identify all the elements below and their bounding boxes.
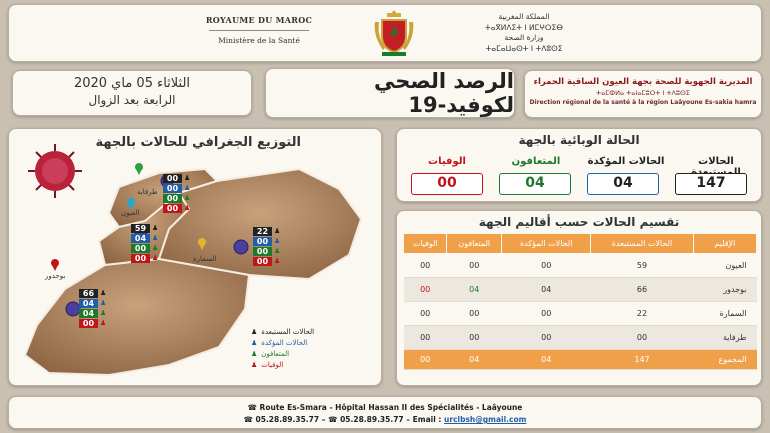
region-counter-tarfaya bbox=[163, 174, 190, 213]
report-date bbox=[12, 70, 252, 116]
person-icon: ♟ bbox=[251, 339, 258, 347]
coronavirus-icon bbox=[28, 144, 82, 198]
regional-direction bbox=[524, 70, 762, 118]
col-header: الإقليم bbox=[693, 234, 756, 254]
moroccan-coat-of-arms-icon bbox=[372, 8, 416, 58]
ministry-title-fr: Ministère de la Santé bbox=[218, 36, 300, 45]
table-row bbox=[404, 254, 757, 278]
excluded-count: 00 bbox=[163, 174, 182, 183]
excluded-count: 22 bbox=[253, 227, 272, 236]
footer-address: Route Es-Smara - Hôpital Hassan II des Spécialités - Laâyoune bbox=[259, 403, 523, 412]
confirmed-count: 00 bbox=[253, 237, 272, 246]
person-icon: ♟ bbox=[184, 174, 191, 182]
cell-province: السمارة bbox=[693, 302, 756, 326]
cell-deaths: 00 bbox=[404, 254, 447, 278]
col-header: الوفيات bbox=[404, 234, 447, 254]
table-header-row bbox=[404, 234, 757, 254]
map-pin-icon bbox=[51, 259, 59, 271]
cell-total-excluded: 147 bbox=[591, 350, 693, 370]
deaths-count: 00 bbox=[131, 254, 150, 263]
footer-email-link[interactable]: urclbsh@gmail.com bbox=[444, 415, 527, 424]
cell-excluded: 66 bbox=[591, 278, 693, 302]
footer: ☎ Route Es-Smara - Hôpital Hassan II des Spécialités - Laâyoune ☎ 05.28.89.35.77 – ☎ 05.28.89.35.77 – Email : urclbsh@gmail.com bbox=[8, 396, 762, 429]
person-icon: ♟ bbox=[274, 227, 281, 235]
legend-excluded: الحالات المستبعدة bbox=[261, 328, 315, 336]
direction-ar: المديرية الجهوية للصحة بجهة العيون الساقية الحمراء bbox=[533, 77, 753, 87]
map-label-tarfaya: طرفاية bbox=[137, 188, 158, 196]
time-line: الرابعة بعد الزوال bbox=[88, 93, 176, 107]
province-table-panel bbox=[396, 210, 762, 386]
cell-recovered: 00 bbox=[447, 302, 502, 326]
table-row bbox=[404, 278, 757, 302]
person-icon: ♟ bbox=[152, 244, 159, 252]
person-icon: ♟ bbox=[274, 257, 281, 265]
person-icon: ♟ bbox=[251, 328, 258, 336]
cell-deaths: 00 bbox=[404, 278, 447, 302]
cell-excluded: 22 bbox=[591, 302, 693, 326]
table-total-row bbox=[404, 350, 757, 370]
region-counter-boujdour bbox=[79, 289, 106, 328]
map-panel bbox=[8, 128, 382, 386]
deaths-label: الوفيات bbox=[428, 156, 466, 167]
date-line: الثلاثاء 05 ماي 2020 bbox=[73, 76, 191, 91]
person-icon: ♟ bbox=[152, 234, 159, 242]
map-label-boujdour: بوجدور bbox=[45, 272, 66, 280]
excluded-total: 147 bbox=[675, 173, 747, 195]
region-counter-laayoune bbox=[131, 224, 158, 263]
col-header: الحالات المستبعدة bbox=[591, 234, 693, 254]
cell-province: بوجدور bbox=[693, 278, 756, 302]
situation-title: الحالة الوبائية بالجهة bbox=[518, 133, 640, 147]
cell-excluded: 59 bbox=[591, 254, 693, 278]
direction-tz: ⵜⴰⵎⵀⵍⴰ ⵜⴰⵏⴰⵎⵓⵔⵜ ⵏ ⵜⴷⵓⵙⵉ bbox=[596, 89, 690, 97]
excluded-label: الحالات bbox=[698, 156, 734, 167]
confirmed-count: 00 bbox=[163, 184, 182, 193]
deaths-total: 00 bbox=[411, 173, 483, 195]
kingdom-title-fr: ROYAUME DU MAROC bbox=[205, 15, 313, 25]
kingdom-title-tz: ⵜⴰⴳⵍⴷⵉⵜ ⵏ ⵍⵎⵖⵔⵉⴱ bbox=[485, 22, 563, 32]
person-icon: ♟ bbox=[152, 224, 159, 232]
ministry-title-tz: ⵜⴰⵎⴰⵡⴰⵙⵜ ⵏ ⵜⴷⵓⵙⵉ bbox=[485, 43, 563, 53]
cell-confirmed: 04 bbox=[502, 278, 591, 302]
recovered-count: 00 bbox=[131, 244, 150, 253]
table-row bbox=[404, 302, 757, 326]
recovered-total: 04 bbox=[499, 173, 571, 195]
footer-phone: 05.28.89.35.77 bbox=[255, 415, 320, 424]
cell-confirmed: 00 bbox=[502, 302, 591, 326]
cell-total-confirmed: 04 bbox=[502, 350, 591, 370]
excluded-count: 66 bbox=[79, 289, 98, 298]
cell-total-label: المجموع bbox=[693, 350, 756, 370]
cell-confirmed: 00 bbox=[502, 254, 591, 278]
deaths-count: 00 bbox=[163, 204, 182, 213]
coronavirus-icon bbox=[234, 240, 248, 254]
person-icon: ♟ bbox=[100, 309, 107, 317]
cell-province: طرفاية bbox=[693, 326, 756, 350]
header-banner bbox=[8, 4, 762, 62]
confirmed-count: 04 bbox=[131, 234, 150, 243]
header-french bbox=[189, 15, 329, 45]
confirmed-total: 04 bbox=[587, 173, 659, 195]
confirmed-label: الحالات المؤكدة bbox=[587, 156, 665, 167]
map-pin-icon bbox=[135, 163, 143, 175]
ministry-title-ar: وزارة الصحة bbox=[504, 33, 544, 42]
person-icon: ♟ bbox=[100, 289, 107, 297]
coronavirus-icon bbox=[66, 302, 80, 316]
map-title: التوزيع الجغرافي للحالات بالجهة bbox=[95, 135, 301, 150]
person-icon: ♟ bbox=[184, 194, 191, 202]
person-icon: ♟ bbox=[152, 254, 159, 262]
person-icon: ♟ bbox=[251, 350, 258, 358]
cell-excluded: 00 bbox=[591, 326, 693, 350]
cell-confirmed: 00 bbox=[502, 326, 591, 350]
cell-total-deaths: 00 bbox=[404, 350, 447, 370]
confirmed-count: 04 bbox=[79, 299, 98, 308]
cell-deaths: 00 bbox=[404, 326, 447, 350]
cell-province: العيون bbox=[693, 254, 756, 278]
epidemic-situation-panel bbox=[396, 128, 762, 202]
deaths-count: 00 bbox=[253, 257, 272, 266]
person-icon: ♟ bbox=[184, 204, 191, 212]
person-icon: ♟ bbox=[274, 247, 281, 255]
cell-recovered: 04 bbox=[447, 278, 502, 302]
cell-deaths: 00 bbox=[404, 302, 447, 326]
legend-confirmed: الحالات المؤكدة bbox=[261, 339, 308, 347]
table-row bbox=[404, 326, 757, 350]
province-table bbox=[403, 233, 757, 370]
map-label-laayoune: العيون bbox=[121, 209, 140, 217]
phone-icon: ☎ bbox=[243, 415, 256, 424]
map-legend bbox=[251, 327, 356, 371]
phone-icon: ☎ bbox=[247, 403, 260, 412]
direction-fr: Direction régional de la santé à la région Laâyoune Es-sakia hamra bbox=[529, 99, 757, 106]
table-title: تقسيم الحالات حسب أقاليم الجهة bbox=[478, 215, 680, 229]
footer-fax: 05.28.89.35.77 bbox=[340, 415, 404, 424]
map-label-smara: السمارة bbox=[193, 255, 217, 263]
person-icon: ♟ bbox=[274, 237, 281, 245]
fax-icon: ☎ bbox=[328, 415, 341, 424]
header-arabic bbox=[459, 12, 589, 54]
recovered-label: المتعافون bbox=[511, 156, 561, 167]
deaths-count: 00 bbox=[79, 319, 98, 328]
excluded-count: 59 bbox=[131, 224, 150, 233]
page-title: الرصد الصحي لكوفيد-19 bbox=[265, 68, 515, 118]
person-icon: ♟ bbox=[100, 299, 107, 307]
person-icon: ♟ bbox=[184, 184, 191, 192]
cell-total-recovered: 04 bbox=[447, 350, 502, 370]
region-counter-smara bbox=[253, 227, 280, 266]
person-icon: ♟ bbox=[251, 361, 258, 369]
footer-email-label: Email : bbox=[412, 415, 442, 424]
recovered-count: 00 bbox=[253, 247, 272, 256]
recovered-count: 04 bbox=[79, 309, 98, 318]
col-header: الحالات المؤكدة bbox=[502, 234, 591, 254]
recovered-count: 00 bbox=[163, 194, 182, 203]
legend-recovered: المتعافون bbox=[261, 350, 290, 358]
legend-deaths: الوفيات bbox=[261, 361, 284, 369]
cell-recovered: 00 bbox=[447, 326, 502, 350]
kingdom-title-ar: المملكة المغربية bbox=[498, 12, 550, 21]
cell-recovered: 00 bbox=[447, 254, 502, 278]
person-icon: ♟ bbox=[100, 319, 107, 327]
col-header: المتعافون bbox=[447, 234, 502, 254]
